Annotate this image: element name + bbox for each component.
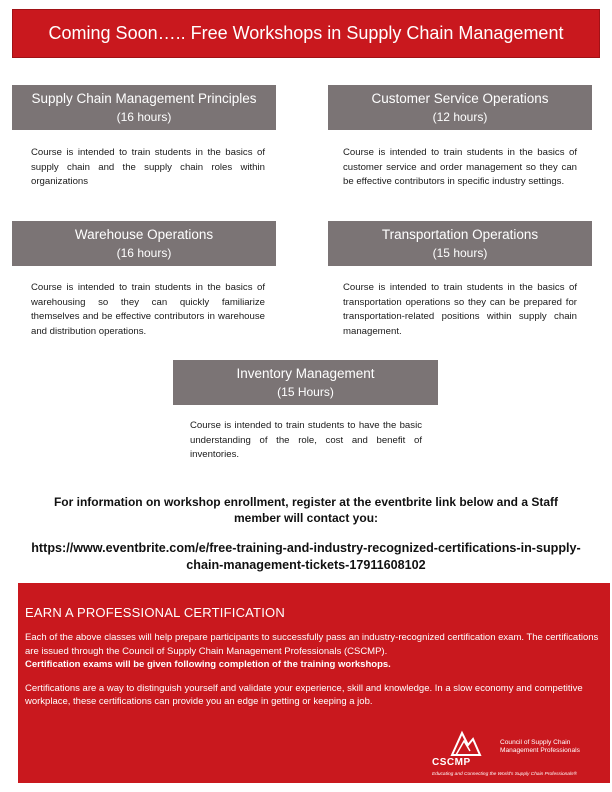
page-title: Coming Soon….. Free Workshops in Supply Chain Management	[48, 23, 564, 43]
course-description: Course is intended to train students in the basics of customer service and order management so they can be effective contributors in specific industry settings.	[343, 147, 577, 188]
logo-organization: Council of Supply Chain Management Professionals	[500, 739, 580, 754]
cscmp-logo	[432, 729, 602, 779]
certification-paragraph-bold: Certification exams will be given following completion of the training workshops.	[25, 659, 391, 670]
logo-wordmark: CSCMP	[432, 757, 471, 768]
course-card-header	[12, 221, 276, 266]
course-hours: (15 Hours)	[277, 385, 334, 399]
course-description: Course is intended to train students to have the basic understanding of the role, cost and benefit of inventories.	[190, 420, 422, 461]
cscmp-emblem-icon	[446, 729, 486, 759]
logo-tagline: Educating and Connecting the World's Supply Chain Professionals®	[432, 772, 577, 777]
course-hours: (16 hours)	[116, 110, 172, 124]
course-title: Supply Chain Management Principles	[31, 91, 257, 106]
course-title: Inventory Management	[236, 366, 375, 381]
course-hours: (12 hours)	[432, 110, 488, 124]
course-description: Course is intended to train students in the basics of supply chain and the supply chain roles within organizations	[31, 147, 265, 188]
certification-paragraph: Each of the above classes will help prepare participants to successfully pass an industry-recognized certification exam. The certifications are issued through the Council of Supply Chain Management Professionals (CSCMP).	[25, 632, 599, 657]
course-title: Warehouse Operations	[74, 227, 214, 242]
eventbrite-link[interactable]: https://www.eventbrite.com/e/free-training-and-industry-recognized-certifications-in-supply-chain-management-tickets-17911608102	[31, 541, 581, 572]
certification-heading: EARN A PROFESSIONAL CERTIFICATION	[25, 605, 285, 620]
course-title: Transportation Operations	[381, 227, 539, 242]
course-card-header	[328, 221, 592, 266]
course-hours: (15 hours)	[432, 246, 488, 260]
page-title-banner	[12, 9, 600, 58]
course-card-header	[173, 360, 438, 405]
course-description: Course is intended to train students in the basics of transportation operations so they can be prepared for transportation-related positions within supply chain management.	[343, 282, 577, 337]
certification-panel	[18, 583, 610, 783]
enrollment-info: For information on workshop enrollment, register at the eventbrite link below and a Staff member will contact you:	[53, 495, 559, 525]
course-card-header	[328, 85, 592, 130]
course-description: Course is intended to train students in the basics of warehousing so they can quickly familiarize themselves and be effective contributors in warehouse and distribution operations.	[31, 282, 265, 337]
course-hours: (16 hours)	[116, 246, 172, 260]
course-title: Customer Service Operations	[371, 91, 549, 106]
certification-paragraph: Certifications are a way to distinguish yourself and validate your experience, skill and knowledge. In a slow economy and competitive workplace, these certifications can provide you an edge in getting or keeping a job.	[25, 682, 583, 707]
course-card-header	[12, 85, 276, 130]
